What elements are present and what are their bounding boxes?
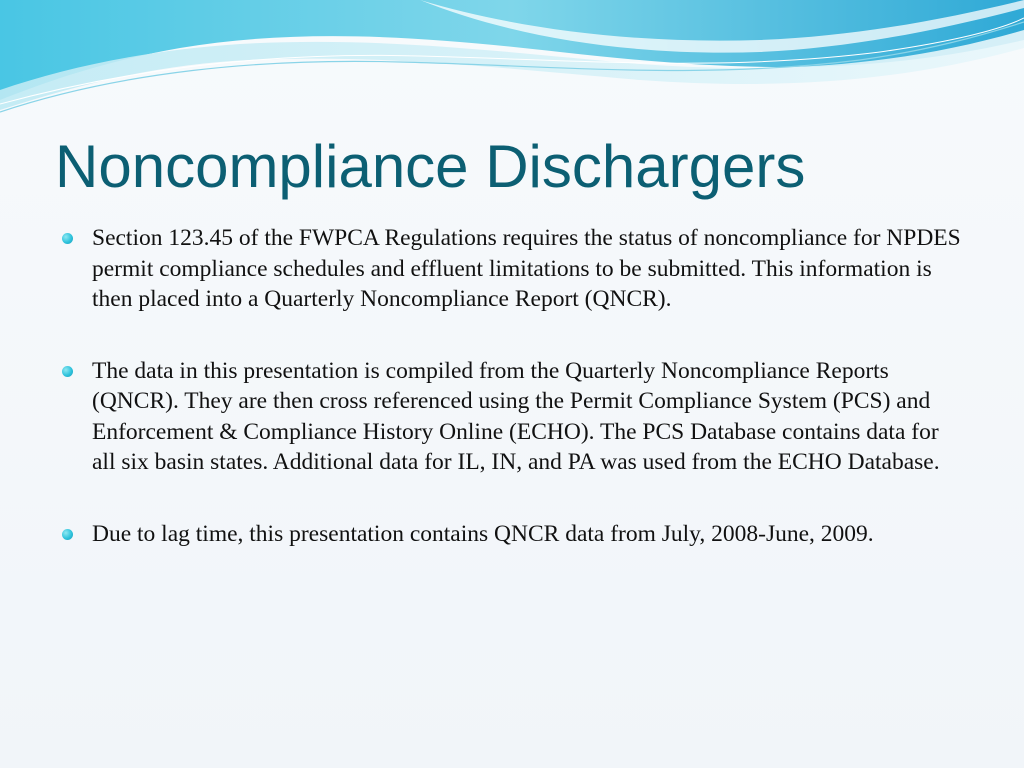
bullet-text: Section 123.45 of the FWPCA Regulations requires the status of noncompliance for NPDES permit compliance schedules and effluent limitations to be submitted. This information is then placed into a Quarterly Noncompliance Report (QNCR). xyxy=(92,225,961,312)
bullet-dot-icon xyxy=(62,233,73,244)
bullet-list xyxy=(62,223,962,549)
wave-band-main xyxy=(0,0,1024,100)
slide-title: Noncompliance Dischargers xyxy=(55,133,806,200)
bullet-item xyxy=(62,223,962,315)
bullet-text: Due to lag time, this presentation contains QNCR data from July, 2008-June, 2009. xyxy=(92,520,874,547)
bullet-dot-icon xyxy=(62,529,73,540)
bullet-item xyxy=(62,356,962,478)
bullet-dot-icon xyxy=(62,366,73,377)
bullet-text: The data in this presentation is compiled from the Quarterly Noncompliance Reports (QNCR). They are then cross referenced using the Permit Compliance System (PCS) and Enforcement & Compliance History Online (ECHO). The PCS Database contains data for all six basin states. Additional data for IL, IN, and PA was used from the ECHO Database. xyxy=(92,357,940,475)
bullet-item xyxy=(62,519,962,550)
decorative-wave-header xyxy=(0,0,1024,130)
